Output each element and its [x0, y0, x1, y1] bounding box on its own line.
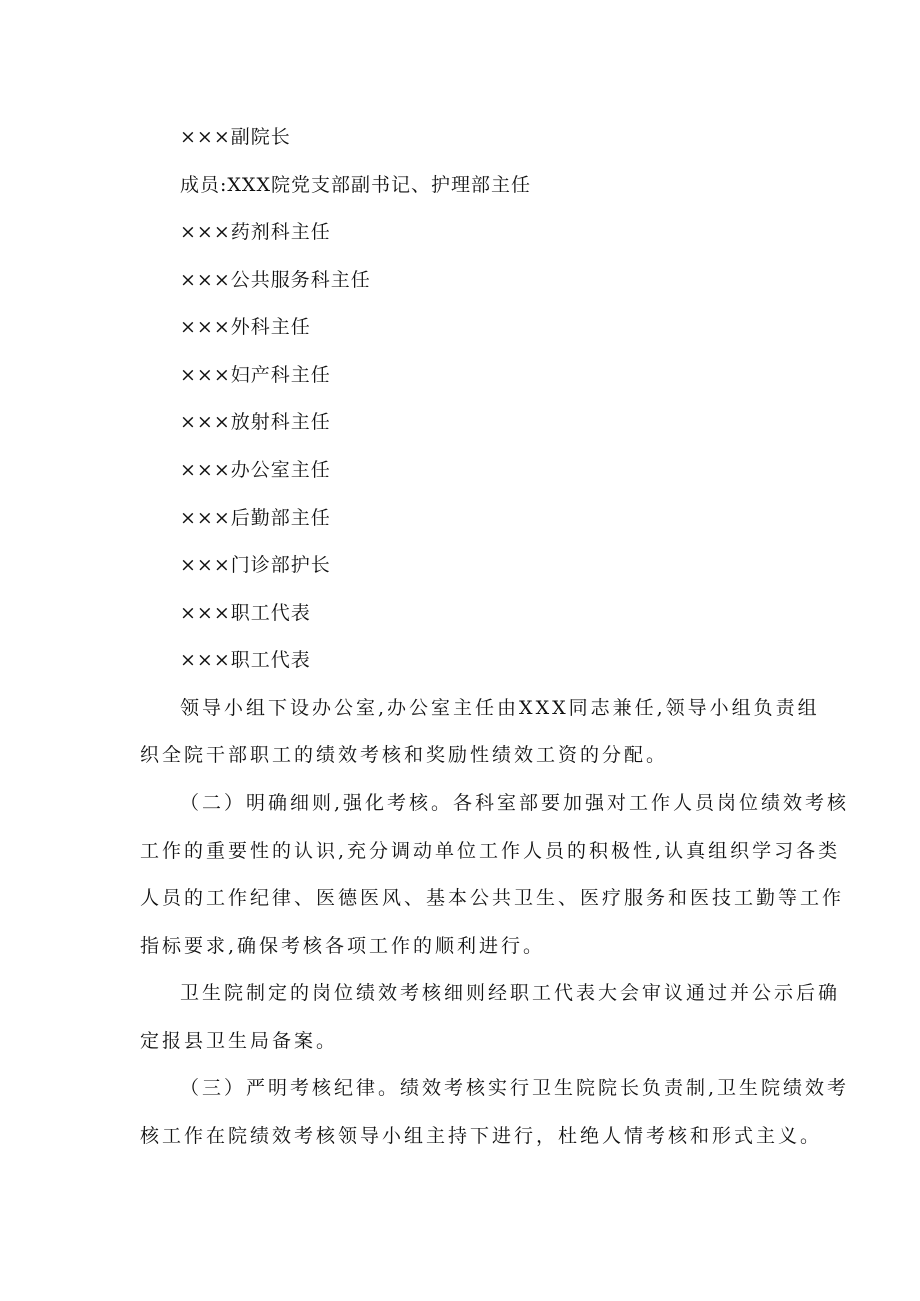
deputy-director-line: ×××副院长 — [180, 126, 291, 148]
member-line: ×××职工代表 — [180, 649, 311, 671]
member-line: ×××门诊部护长 — [180, 554, 331, 576]
member-line: ×××公共服务科主任 — [180, 269, 371, 291]
member-line: ×××放射科主任 — [180, 411, 331, 433]
filing-paragraph-line: 卫生院制定的岗位绩效考核细则经职工代表大会审议通过并公示后确 — [180, 982, 841, 1004]
member-line: ×××职工代表 — [180, 602, 311, 624]
filing-paragraph-line: 定报县卫生局备案。 — [140, 1030, 339, 1052]
member-line: ×××后勤部主任 — [180, 507, 331, 529]
member-line: ×××外科主任 — [180, 316, 311, 338]
section3-paragraph-line: （三）严明考核纪律。绩效考核实行卫生院院长负责制,卫生院绩效考 — [180, 1077, 850, 1099]
section2-paragraph-line: （二）明确细则,强化考核。各科室部要加强对工作人员岗位绩效考核 — [180, 792, 850, 814]
member-line: ×××药剂科主任 — [180, 221, 331, 243]
member-line: ×××妇产科主任 — [180, 364, 331, 386]
section2-paragraph-line: 工作的重要性的认识,充分调动单位工作人员的积极性,认真组织学习各类 — [140, 840, 841, 862]
section3-paragraph-line: 核工作在院绩效考核领导小组主持下进行，杜绝人情考核和形式主义。 — [140, 1125, 823, 1147]
section2-paragraph-line: 人员的工作纪律、医德医风、基本公共卫生、医疗服务和医技工勤等工作 — [140, 887, 845, 909]
office-paragraph-line: 领导小组下设办公室,办公室主任由XXX同志兼任,领导小组负责组 — [180, 697, 820, 719]
members-intro-line: 成员:XXX院党支部副书记、护理部主任 — [180, 174, 531, 196]
section2-paragraph-line: 指标要求,确保考核各项工作的顺利进行。 — [140, 935, 546, 957]
office-paragraph-line: 织全院干部职工的绩效考核和奖励性绩效工资的分配。 — [140, 744, 669, 766]
member-line: ×××办公室主任 — [180, 459, 331, 481]
